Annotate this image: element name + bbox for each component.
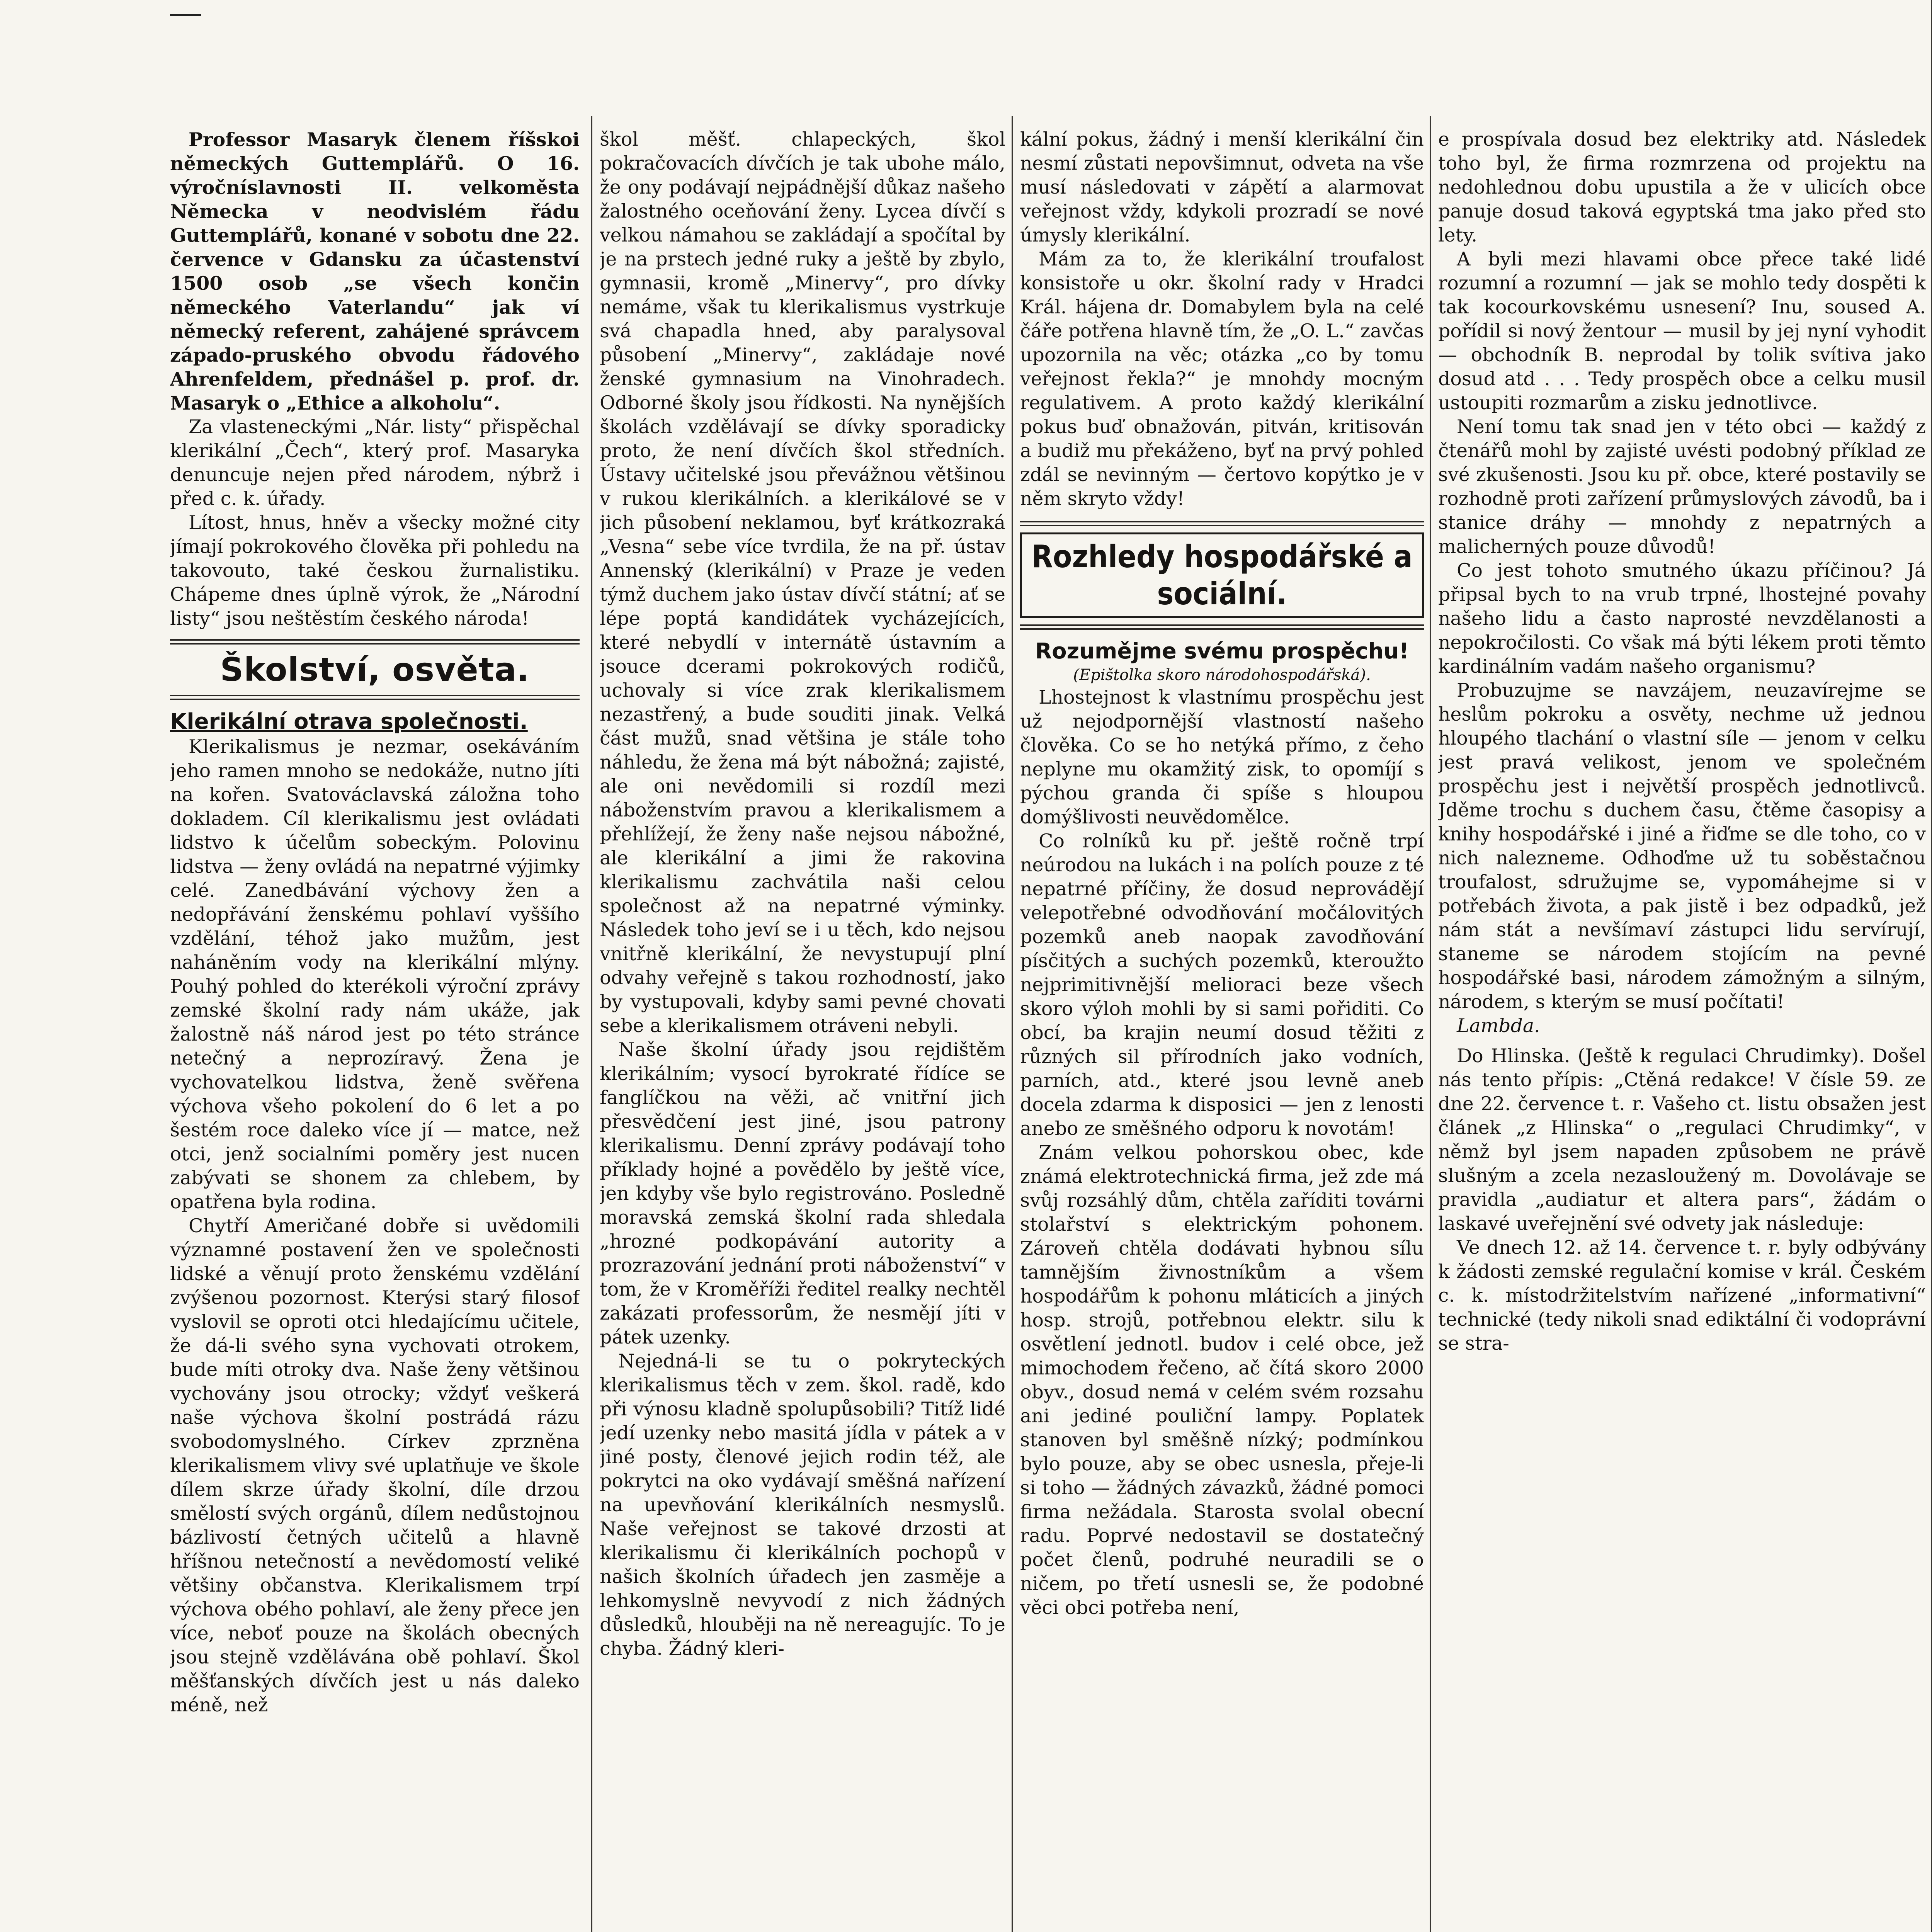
section-rule bbox=[170, 695, 580, 700]
article-paragraph: Co jest tohoto smutného úkazu příčinou? Já připsal bych to na vrub trpné, lhostejné povahy našeho lidu a často naprosté nevzdělanosti a nepokročilosti. Co však má býti lékem proti těmto kardinálním vadám našeho organismu? bbox=[1438, 560, 1926, 677]
article-paragraph-hlinsko: Ve dnech 12. až 14. července t. r. byly odbývány k žádosti zemské regulační komise v král. Českém c. k. místodržitelstvím nařízené „informativní“ technické (tedy nikoli snad ediktální či vodoprávní se stra- bbox=[1438, 1236, 1926, 1354]
masaryk-news-paragraph: Professor Masaryk členem říšskoi německých Guttemplářů. O 16. výročníslavnosti II. velkoměsta Německa v neodvislém řádu Guttemplářů, konané v sobotu dne 22. července v Gdansku za účastenství 1500 osob „se všech končin německého Vaterlandu“ jak ví německý referent, zahájené správcem západo-pruského obvodu řádového Ahrenfeldem, přednášel p. prof. dr. Masaryk o „Ethice a alkoholu“. bbox=[170, 128, 580, 414]
column-rule-1 bbox=[591, 116, 592, 1932]
article-subtitle-rozumejme: (Epištolka skoro národohospodářská). bbox=[1073, 666, 1371, 684]
article-paragraph-hlinsko: Do Hlinska. (Ještě k regulaci Chrudimky). Došel nás tento přípis: „Ctěná redakce! V čísle 59. ze dne 22. července t. r. Vašeho ct. listu obsažen jest článek „z Hlinska“ o „regulaci Chrudimky“, v němž byl jsem napaden způsobem ne právě slušným a zcela nezasloužený m. Dovolávaje se pravidla „audiatur et altera pars“, žádám o laskavé uveřejnění své odvety jak následuje: bbox=[1438, 1045, 1926, 1235]
section-heading-rozhledy: Rozhledy hospodářské a sociální. bbox=[1020, 532, 1424, 618]
article-paragraph: kální pokus, žádný i menší klerikální čin nesmí zůstati nepovšimnut, odveta na vše musí následovati v zápětí a alarmovat veřejnost vždy, kdykoli prozradí se nové úmysly klerikální. bbox=[1020, 128, 1424, 246]
column-rule-2 bbox=[1012, 116, 1013, 1932]
article-paragraph: Nejedná-li se tu o pokryteckých klerikalismus těch v zem. škol. radě, kdo při výnosu kladně spolupůsobili? Titíž lidé jedí uzenky nebo masitá jídla v pátek a v jiné posty, členové jejich rodin též, ale pokrytci na oko vydávají směšná nařízení na upevňování klerikálních nesmyslů. Naše veřejnost se takové drzosti at klerikalismu či klerikálních pochopů v našich školních úřadech jen zasměje a lehkomyslně nevyvodí z nich žádných důsledků, hlouběji na ně nereagujíc. To je chyba. Žádný kleri- bbox=[600, 1350, 1005, 1660]
article-paragraph: Znám velkou pohorskou obec, kde známá elektrotechnická firma, jež zde má svůj rozsáhlý dům, chtěla zaříditi továrni stolařství s elektrickým pohonem. Zároveň chtěla dodávati hybnou sílu tamnějším živnostníkům a všem hospodářům k pohonu mláticích a jiných hosp. strojů, potřebnou elektr. silu k osvětlení jednotl. budov i celé obce, jež mimochodem řečeno, ač čítá skoro 2000 obyv., dosud nemá v celém svém rozsahu ani jediné pouliční lampy. Poplatek stanoven byl směšně nízký; podmínkou bylo pouze, aby se obec usnesla, přeje-li si toho — žádných závazků, žádné pomoci firma nežádala. Starosta svolal obecní radu. Poprvé nedostavil se dostatečný počet členů, podruhé neuradili se o ničem, po třetí usnesli se, že podobné věci obci potřeba není, bbox=[1020, 1141, 1424, 1619]
section-heading-skolstvi: Školství, osvěta. bbox=[220, 651, 530, 689]
article-paragraph: Mám za to, že klerikální troufalost konsistoře u okr. školní rady v Hradci Král. hájena dr. Domabylem byla na celé čáře potřena hlavně tím, že „O. L.“ zavčas upozornila na věc; otázka „co by tomu veřejnost řekla?“ je mnohdy mocným regulativem. A proto každý klerikální pokus buď obnažován, pitván, kritisován a budiž mu překáženo, byť na prvý pohled zdál se nevinným — čertovo kopýtko je v něm skryto vždy! bbox=[1020, 248, 1424, 510]
article-paragraph: Naše školní úřady jsou rejdištěm klerikálním; vysocí byrokraté řídíce se fanglíčkou na věži, ač vnitřní jich přesvědčení jest jiné, jsou patrony klerikalismu. Denní zprávy podávají toho příklady hojné a povědělo by ještě více, jen kdyby vše bylo registrováno. Posledně moravská zemská školní rada shledala „hrozné podkopávání autority a prozrazování jednání proti náboženství“ v tom, že v Kroměříži ředitel realky nechtěl zakázati professorům, že nesmějí jíti v pátek uzenky. bbox=[600, 1039, 1005, 1348]
section-rule bbox=[1020, 521, 1424, 526]
column-rule-3 bbox=[1430, 116, 1431, 1932]
masaryk-news-paragraph: Za vlasteneckými „Nár. listy“ přispěchal klerikální „Čech“, který prof. Masaryka denuncuje nejen před národem, nýbrž i před c. k. úřady. bbox=[170, 416, 580, 510]
article-paragraph: Probuzujme se navzájem, neuzavírejme se heslům pokroku a osvěty, nechme už jednou hloupého tlachání o vlastní síle — jenom v celku jest pravá velikost, jenom ve společném prospěchu jest i největší prospěch jednotlivců. Jděme trochu s duchem času, čtěme časopisy a knihy hospodářské i jiné a řiďme se dle toho, co v nich nalezneme. Odhoďme už tu soběstačnou troufalost, sdružujme se, vypomáhejme si v potřebách života, a pak jistě i bez odpadků, jež nám stát a nevšímaví zástupci lidu servírují, staneme se národem stojícím na pevné hospodářské basi, národem zámožným a silným, národem, s kterým se musí počítati! bbox=[1438, 679, 1926, 1013]
masaryk-news-paragraph: Lítost, hnus, hněv a všecky možné city jímají pokrokového člověka při pohledu na takovouto, také českou žurnalistiku. Chápeme dnes úplně výrok, že „Národní listy“ jsou neštěstím českého národa! bbox=[170, 512, 580, 629]
article-title-klerikalni: Klerikální otrava společnosti. bbox=[170, 709, 528, 734]
section-rule bbox=[170, 639, 580, 645]
article-paragraph: Chytří Američané dobře si uvědomili významné postavení žen ve společnosti lidské a věnují proto ženskému vzdělání zvýšenou pozornost. Kterýsi starý filosof vyslovil se oproti otci hledajícímu učitele, že dá-li svého syna vychovati otrokem, bude míti otroky dva. Naše ženy většinou vychovány jsou otrocky; vždyť veškerá naše výchova školní postrádá rázu svobodomyslného. Církev zprzněna klerikalismem vlivy své uplatňuje ve škole dílem skrze úřady školní, díle drzou smělostí svých orgánů, dílem nedůstojnou bázlivostí četných učitelů a hlavně hříšnou netečností a nevědomostí veliké většiny občanstva. Klerikalismem trpí výchova obého pohlaví, ale ženy přece jen více, neboť pouze na školách obecných jsou stejně vzdělávána obě pohlaví. Škol měšťanských dívčích jest u nás daleko méně, než bbox=[170, 1215, 580, 1716]
article-paragraph: A byli mezi hlavami obce přece také lidé rozumní a rozumní — jak se mohlo tedy dospěti k tak kocourkovskému usnesení? Inu, soused A. pořídil si nový žentour — musil by jej nyní vyhodit — obchodník B. neprodal by tolik svítiva jako dosud atd . . . Tedy prospěch obce a celku musil ustoupiti rozmarům a zisku jednotlivce. bbox=[1438, 248, 1926, 414]
top-mark bbox=[170, 14, 201, 16]
article-paragraph: Lhostejnost k vlastnímu prospěchu jest už nejodpornější vlastností našeho člověka. Co se ho netýká přímo, z čeho neplyne mu okamžitý zisk, to opomíjí s pýchou granda či spíše s hloupou domýšlivosti neuvědomělce. bbox=[1020, 686, 1424, 828]
article-paragraph: e prospívala dosud bez elektriky atd. Následek toho byl, že firma rozmrzena od projektu na nedohlednou dobu upustila a že v ulicích obce panuje dosud taková egyptská tma jako před sto lety. bbox=[1438, 128, 1926, 246]
article-paragraph: Není tomu tak snad jen v této obci — každý z čtenářů mohl by zajisté uvésti podobný příklad ze své zkušenosti. Jsou ku př. obce, které postavily se rozhodně proti zařízení průmyslových závodů, ba i stanice dráhy — mnohdy z nepatrných a malicherných pouze důvodů! bbox=[1438, 416, 1926, 558]
article-paragraph: škol měšť. chlapeckých, škol pokračovacích dívčích je tak ubohe málo, že ony podávají nejpádnější důkaz našeho žalostného oceňování ženy. Lycea dívčí s velkou námahou se zakládají a spočítal by je na prstech jedné ruky a ještě by zbylo, gymnasii, kromě „Minervy“, pro dívky nemáme, však tu klerikalismus vystrkuje svá chapadla hned, aby paralysoval působení „Minervy“, zakládaje nové ženské gymnasium na Vinohradech. Odborné školy jsou řídkosti. Na nynějších školách vzdělávají se dívky sporadicky proto, že není dívčích škol středních. Ústavy učitelské jsou převážnou většinou v rukou klerikálních. a klerikálové se v jich působení neklamou, byť krátkozraká „Vesna“ sebe více tvrdila, že na př. ústav Annenský (klerikální) v Praze je veden týmž duchem jako ústav dívčí státní; ať se lépe poptá kandidátek vycházejících, které nebydlí v internátě ústavním a jsouce dcerami pokrokových rodičů, uchovaly si více zrak klerikalismem nezastřený, a bude souditi jinak. Velká část mužů, snad většina je stále toho náhledu, že žena má být nábožná; zajisté, ale oni nevědomili si rozdíl mezi náboženstvím pravou a klerikalismem a přehlížejí, že ženy naše nejsou nábožné, ale klerikální a jimi že rakovina klerikalismu zachvátila naši celou společnost až na nepatrné výminky. Následek toho jeví se i u těch, kdo nejsou vnitřně klerikální, že nevystupují plní odvahy veřejně s takou rozhodností, jako by vystupovali, kdyby sami pevné chovati sebe a klerikalismem otráveni nebyli. bbox=[600, 128, 1005, 1037]
article-signature: Lambda. bbox=[1457, 1015, 1540, 1037]
article-paragraph: Klerikalismus je nezmar, osekáváním jeho ramen mnoho se nedokáže, nutno jíti na kořen. Svatováclavská záložna toho dokladem. Cíl klerikalismu jest ovládati lidstvo k účelům sobeckým. Polovinu lidstva — ženy ovládá na nepatrné výjimky celé. Zanedbávání výchovy žen a nedopřávání ženskému pohlaví vyššího vzdělání, téhož jako mužům, jest naháněním vody na klerikální mlýny. Pouhý pohled do kterékoli výroční zprávy zemské školní rady nám ukáže, jak žalostně náš národ jest po této stránce netečný a neprozíravý. Žena je vychovatelkou lidstva, ženě svěřena výchova všeho pokolení do 6 let a po šestém roce daleko více jí — matce, než otci, jenž socialními poměry jest nucen zabývati se shonem za chlebem, by opatřena byla rodina. bbox=[170, 736, 580, 1213]
article-paragraph: Co rolníků ku př. ještě ročně trpí neúrodou na lukách i na polích pouze z té nepatrné příčiny, že dosud neprovádějí velepotřebné odvodňování močálovitých pozemků aneb naopak zavodňování písčitých a suchých pozemků, kteroužto nejprimitivnější melioraci beze všech skoro výloh mohli by si sami pořiditi. Co obcí, ba krajin neumí dosud těžiti z různých sil přírodních jako vodních, parních, atd., které jsou levně aneb docela zdarma k disposici — jen z lenosti anebo ze směšného odporu k novotám! bbox=[1020, 830, 1424, 1139]
column-3-top bbox=[1020, 128, 1424, 1932]
section-rule bbox=[1020, 624, 1424, 630]
column-2-top bbox=[600, 128, 1005, 1932]
article-title-rozumejme: Rozumějme svému prospěchu! bbox=[1035, 639, 1409, 664]
column-1-top bbox=[170, 128, 580, 1932]
column-4-top bbox=[1438, 128, 1926, 1932]
